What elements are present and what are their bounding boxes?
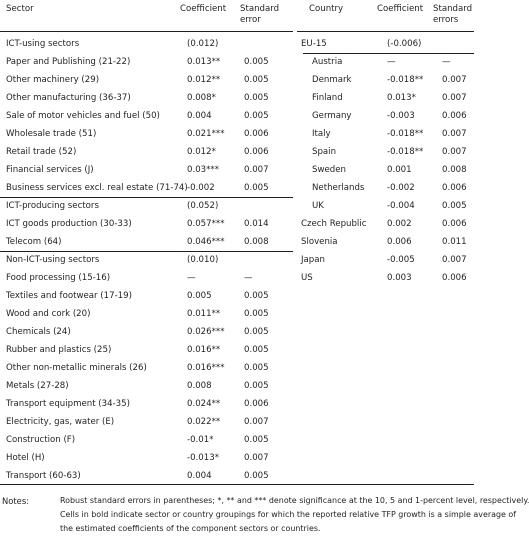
- standard-error-cell: 0.007: [442, 255, 467, 265]
- coefficient-cell: 0.004: [187, 471, 212, 481]
- sector-label: Wood and cork (20): [6, 309, 91, 319]
- coefficient-cell: (0.010): [187, 255, 219, 265]
- coefficient-cell: -0.002: [187, 183, 215, 193]
- sector-label: Sale of motor vehicles and fuel (50): [6, 111, 160, 121]
- coefficient-cell: —: [387, 57, 396, 67]
- sector-label: Electricity, gas, water (E): [6, 417, 115, 427]
- country-row: [0, 125, 474, 143]
- sector-label: Chemicals (24): [6, 327, 71, 337]
- country-row: [0, 179, 474, 197]
- coefficient-cell: 0.026***: [187, 327, 225, 337]
- standard-error-cell: 0.006: [442, 111, 467, 121]
- coefficient-cell: 0.016**: [187, 345, 221, 355]
- sector-label: Construction (F): [6, 435, 76, 445]
- country-row: [0, 53, 474, 71]
- sector-label: ICT goods production (30-33): [6, 219, 132, 229]
- header-coefficient: Coefficient: [180, 4, 227, 14]
- sector-label: Business services excl. real estate (71-74): [6, 183, 188, 193]
- coefficient-cell: 0.006: [387, 237, 412, 247]
- standard-error-cell: 0.007: [442, 147, 467, 157]
- country-group-row: [0, 35, 474, 53]
- country-label: Slovenia: [301, 237, 338, 247]
- sector-label: Metals (27-28): [6, 381, 69, 391]
- sector-row: [0, 431, 474, 449]
- standard-error-cell: 0.007: [244, 453, 269, 463]
- country-label: Germany: [312, 111, 352, 121]
- country-row: [0, 143, 474, 161]
- standard-error-cell: 0.005: [244, 327, 269, 337]
- coefficient-cell: -0.018**: [387, 129, 424, 139]
- standard-error-cell: 0.006: [244, 399, 269, 409]
- standard-error-cell: 0.007: [442, 75, 467, 85]
- country-label: Sweden: [312, 165, 346, 175]
- header-standard-error-line2: error: [240, 15, 261, 25]
- coefficient-cell: 0.046***: [187, 237, 225, 247]
- sector-row: [0, 413, 474, 431]
- standard-error-cell: 0.005: [244, 57, 269, 67]
- country-label: Czech Republic: [301, 219, 367, 229]
- standard-error-cell: 0.008: [244, 237, 269, 247]
- country-label: UK: [312, 201, 324, 211]
- sector-label: Other machinery (29): [6, 75, 100, 85]
- coefficient-cell: 0.005: [187, 291, 212, 301]
- country-row: [0, 251, 474, 269]
- country-row: [0, 233, 474, 251]
- country-row: [0, 161, 474, 179]
- header-sector: Sector: [6, 4, 34, 14]
- coefficient-cell: 0.021***: [187, 129, 225, 139]
- country-row: [0, 269, 474, 287]
- standard-error-cell: 0.005: [244, 435, 269, 445]
- country-label: Italy: [312, 129, 331, 139]
- coefficient-cell: 0.008*: [187, 93, 216, 103]
- sector-label: Food processing (15-16): [6, 273, 111, 283]
- coefficient-cell: (0.012): [187, 39, 219, 49]
- standard-error-cell: 0.006: [244, 129, 269, 139]
- sector-row: [0, 449, 474, 467]
- coefficient-cell: 0.013*: [387, 93, 416, 103]
- coefficient-cell: 0.057***: [187, 219, 225, 229]
- sector-row: [0, 377, 474, 395]
- standard-error-cell: 0.005: [244, 381, 269, 391]
- coefficient-cell: 0.012*: [187, 147, 216, 157]
- coefficient-cell: 0.012**: [187, 75, 221, 85]
- coefficient-cell: (0.052): [187, 201, 219, 211]
- sector-row: [0, 323, 474, 341]
- country-row: [0, 89, 474, 107]
- standard-error-cell: 0.008: [442, 165, 467, 175]
- sector-label: ICT-using sectors: [6, 39, 80, 49]
- standard-error-cell: 0.007: [244, 165, 269, 175]
- country-label: Japan: [301, 255, 325, 265]
- sector-label: Textiles and footwear (17-19): [6, 291, 132, 301]
- country-label: Spain: [312, 147, 337, 157]
- header-country: Country: [309, 4, 344, 14]
- country-label: Austria: [312, 57, 343, 67]
- standard-error-cell: 0.006: [442, 183, 467, 193]
- header-coefficient-right: Coefficient: [377, 4, 424, 14]
- standard-error-cell: 0.005: [244, 309, 269, 319]
- coefficient-cell: -0.018**: [387, 147, 424, 157]
- sector-row: [0, 305, 474, 323]
- standard-error-cell: 0.005: [244, 75, 269, 85]
- coefficient-cell: -0.018**: [387, 75, 424, 85]
- country-row: [0, 197, 474, 215]
- country-label: US: [301, 273, 313, 283]
- header-standard-errors-line1: Standard: [433, 4, 473, 14]
- sector-label: Financial services (J): [6, 165, 94, 175]
- sector-row: [0, 341, 474, 359]
- coefficient-cell: -0.005: [387, 255, 415, 265]
- coefficient-cell: -0.004: [387, 201, 415, 211]
- notes-line-1: Robust standard errors in parentheses; *, ** and *** denote significance at the 10, 5 and 1-percent level, respectively.: [60, 496, 529, 505]
- standard-error-cell: 0.014: [244, 219, 269, 229]
- standard-error-cell: 0.005: [442, 201, 467, 211]
- coefficient-cell: 0.001: [387, 165, 412, 175]
- notes-line-3: the estimated coefficients of the component sectors or countries.: [60, 524, 321, 533]
- coefficient-cell: 0.002: [387, 219, 412, 229]
- sector-label: Rubber and plastics (25): [6, 345, 112, 355]
- standard-error-cell: 0.007: [442, 129, 467, 139]
- country-row: [0, 107, 474, 125]
- standard-error-cell: 0.005: [244, 291, 269, 301]
- header-rule-right: [297, 31, 474, 32]
- country-label: Finland: [312, 93, 343, 103]
- sector-label: Other manufacturing (36-37): [6, 93, 131, 103]
- country-label: Netherlands: [312, 183, 365, 193]
- coefficient-cell: 0.011**: [187, 309, 221, 319]
- coefficient-cell: 0.022**: [187, 417, 221, 427]
- standard-error-cell: 0.007: [442, 93, 467, 103]
- standard-error-cell: 0.005: [244, 345, 269, 355]
- sector-label: Paper and Publishing (21-22): [6, 57, 131, 67]
- standard-error-cell: 0.005: [244, 183, 269, 193]
- standard-error-cell: 0.007: [244, 417, 269, 427]
- coefficient-cell: -0.01*: [187, 435, 214, 445]
- coefficient-cell: 0.003: [387, 273, 412, 283]
- bottom-rule: [0, 484, 474, 485]
- coefficient-cell: 0.024**: [187, 399, 221, 409]
- coefficient-cell: 0.03***: [187, 165, 220, 175]
- standard-error-cell: 0.011: [442, 237, 467, 247]
- coefficient-cell: 0.008: [187, 381, 212, 391]
- standard-error-cell: 0.005: [244, 111, 269, 121]
- standard-error-cell: 0.005: [244, 93, 269, 103]
- country-label: EU-15: [301, 39, 327, 49]
- standard-error-cell: —: [442, 57, 451, 67]
- sector-row: [0, 467, 474, 485]
- notes-line-2: Cells in bold indicate sector or country groupings for which the reported relative TFP growth is a simple average of: [60, 510, 517, 519]
- country-row: [0, 71, 474, 89]
- coefficient-cell: (-0.006): [387, 39, 422, 49]
- sector-label: Transport equipment (34-35): [6, 399, 130, 409]
- standard-error-cell: 0.005: [244, 363, 269, 373]
- sector-row: [0, 287, 474, 305]
- coefficient-cell: 0.013**: [187, 57, 221, 67]
- sector-label: Other non-metallic minerals (26): [6, 363, 147, 373]
- header-standard-error-line1: Standard: [240, 4, 280, 14]
- sector-row: [0, 359, 474, 377]
- sector-label: Telecom (64): [6, 237, 62, 247]
- coefficient-cell: -0.002: [387, 183, 415, 193]
- country-label: Denmark: [312, 75, 352, 85]
- notes-label: Notes:: [2, 496, 30, 506]
- sector-label: Hotel (H): [6, 453, 45, 463]
- standard-error-cell: 0.005: [244, 471, 269, 481]
- coefficient-cell: -0.013*: [187, 453, 219, 463]
- sector-row: [0, 395, 474, 413]
- standard-error-cell: 0.006: [244, 147, 269, 157]
- header-rule-left: [0, 31, 293, 32]
- standard-error-cell: 0.006: [442, 273, 467, 283]
- coefficient-cell: —: [187, 273, 196, 283]
- sector-label: Non-ICT-using sectors: [6, 255, 100, 265]
- eu15-rule: [303, 53, 474, 54]
- header-standard-errors-line2: errors: [433, 15, 459, 25]
- sector-label: Transport (60-63): [6, 471, 81, 481]
- standard-error-cell: —: [244, 273, 253, 283]
- country-row: [0, 215, 474, 233]
- sector-label: Wholesale trade (51): [6, 129, 97, 139]
- coefficient-cell: 0.004: [187, 111, 212, 121]
- coefficient-cell: 0.016***: [187, 363, 225, 373]
- sector-label: ICT-producing sectors: [6, 201, 99, 211]
- sector-label: Retail trade (52): [6, 147, 77, 157]
- coefficient-cell: -0.003: [387, 111, 415, 121]
- standard-error-cell: 0.006: [442, 219, 467, 229]
